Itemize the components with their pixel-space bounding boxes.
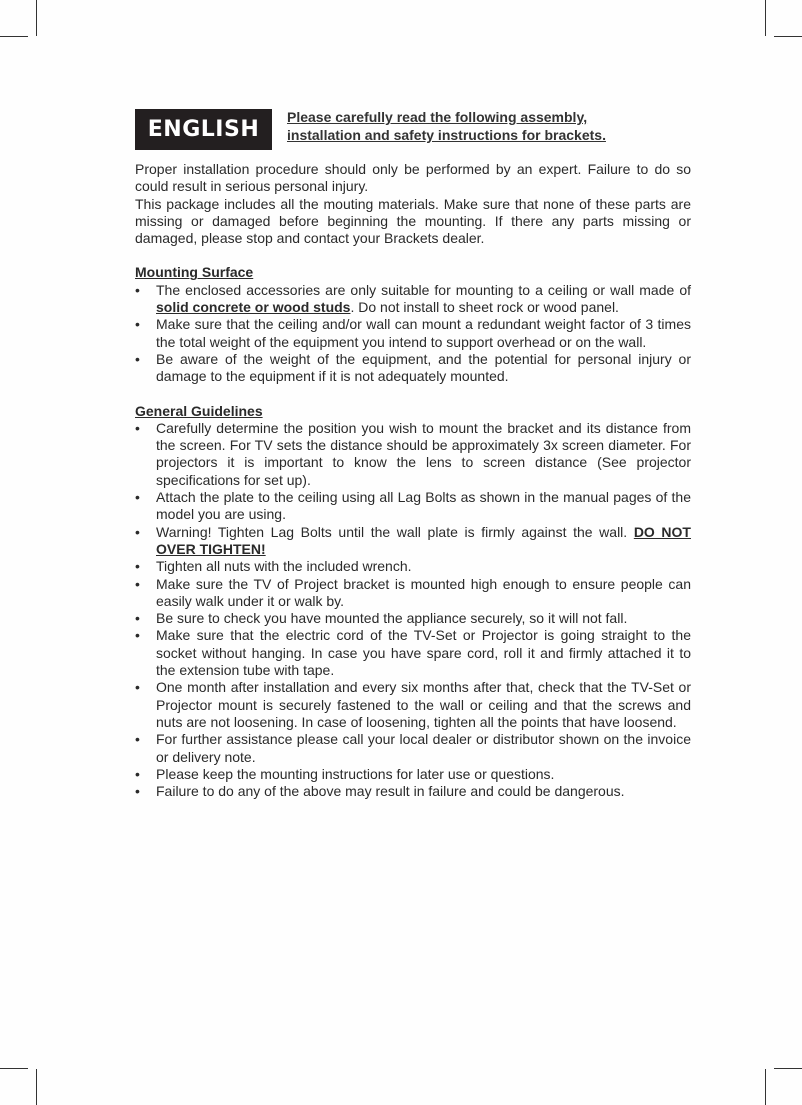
bullet-icon: •: [135, 679, 140, 696]
bullet-icon: •: [135, 419, 140, 436]
item-text: Warning! Tighten Lag Bolts until the wall plate is firmly against the wall.: [156, 523, 634, 540]
list-item: [135, 576, 691, 611]
bullet-icon: •: [135, 558, 140, 575]
item-text: Please keep the mounting instructions for later use or questions.: [156, 765, 555, 782]
list-item: [135, 766, 691, 783]
section-title: General Guidelines: [135, 402, 263, 419]
crop-mark: [0, 36, 28, 37]
bullet-icon: •: [135, 627, 140, 644]
emphasis-text: solid concrete or wood studs: [156, 299, 351, 316]
sections: [135, 264, 691, 800]
document-body: [135, 161, 691, 800]
crop-mark: [765, 0, 766, 36]
list-item: [135, 627, 691, 679]
bullet-icon: •: [135, 316, 140, 333]
crop-mark: [774, 36, 802, 37]
item-text: Make sure that the ceiling and/or wall can mount a redundant weight factor of 3 times the total weight of the equipment you intend to support overhead or on the wall.: [156, 316, 691, 350]
list-item: [135, 558, 691, 575]
list-item: [135, 524, 691, 559]
list-item: [135, 731, 691, 766]
item-text: One month after installation and every six months after that, check that the TV-Set or Projector mount is securely fastened to the wall or ceiling and that the screws and nuts are not loosening. In case of loosening, tighten all the points that have loosend.: [156, 679, 691, 730]
list-item: [135, 489, 691, 524]
crop-mark: [0, 1068, 28, 1069]
item-text: For further assistance please call your local dealer or distributor shown on the invoice or delivery note.: [156, 731, 691, 765]
intro-paragraph: This package includes all the mouting materials. Make sure that none of these parts are missing or damaged before beginning the mounting. If there any parts missing or damaged, please stop and contact your Brackets dealer.: [135, 195, 691, 247]
bullet-icon: •: [135, 765, 140, 782]
list-item: [135, 351, 691, 386]
headline: [287, 108, 606, 144]
crop-mark: [765, 1069, 766, 1105]
item-text: The enclosed accessories are only suitable for mounting to a ceiling or wall made of: [156, 281, 691, 298]
item-text: Tighten all nuts with the included wrench.: [156, 558, 412, 575]
bullet-icon: •: [135, 350, 140, 367]
bullet-icon: •: [135, 523, 140, 540]
bullet-list: [135, 282, 691, 386]
list-item: [135, 316, 691, 351]
crop-mark: [36, 1069, 37, 1105]
headline-line: Please carefully read the following assembly,: [287, 109, 588, 125]
bullet-icon: •: [135, 783, 140, 800]
bullet-icon: •: [135, 610, 140, 627]
list-item: [135, 610, 691, 627]
item-text: Be sure to check you have mounted the appliance securely, so it will not fall.: [156, 610, 628, 627]
list-item: [135, 783, 691, 800]
item-text: Failure to do any of the above may result in failure and could be dangerous.: [156, 783, 625, 800]
crop-mark: [774, 1068, 802, 1069]
item-text: Be aware of the weight of the equipment, and the potential for personal injury or damage to the equipment if it is not adequately mounted.: [156, 350, 691, 385]
list-item: [135, 282, 691, 317]
item-text: . Do not install to sheet rock or wood panel.: [350, 299, 619, 316]
item-text: Carefully determine the position you wish to mount the bracket and its distance from the screen. For TV sets the distance should be approximately 3x screen diameter. For projectors it is important to know the lens to screen distance (See projector specifications for set up).: [156, 419, 691, 488]
item-text: Make sure the TV of Project bracket is mounted high enough to ensure people can easily walk under it or walk by.: [156, 575, 691, 609]
item-text: Make sure that the electric cord of the TV-Set or Projector is going straight to the socket without hanging. In case you have spare cord, roll it and firmly attached it to the extension tube with tape.: [156, 627, 691, 679]
intro-paragraph: Proper installation procedure should only be performed by an expert. Failure to do so could result in serious personal injury.: [135, 161, 691, 195]
item-text: Attach the plate to the ceiling using all Lag Bolts as shown in the manual pages of the model you are using.: [156, 489, 691, 523]
language-badge: ENGLISH: [135, 109, 272, 150]
bullet-icon: •: [135, 731, 140, 748]
bullet-icon: •: [135, 489, 140, 506]
list-item: [135, 420, 691, 489]
list-item: [135, 679, 691, 731]
section-title: Mounting Surface: [135, 264, 254, 281]
headline-line: installation and safety instructions for brackets.: [287, 127, 606, 143]
crop-mark: [36, 0, 37, 36]
bullet-list: [135, 420, 691, 801]
bullet-icon: •: [135, 575, 140, 592]
bullet-icon: •: [135, 281, 140, 298]
emphasis-text: DO NOT OVER TIGHTEN!: [156, 523, 691, 557]
